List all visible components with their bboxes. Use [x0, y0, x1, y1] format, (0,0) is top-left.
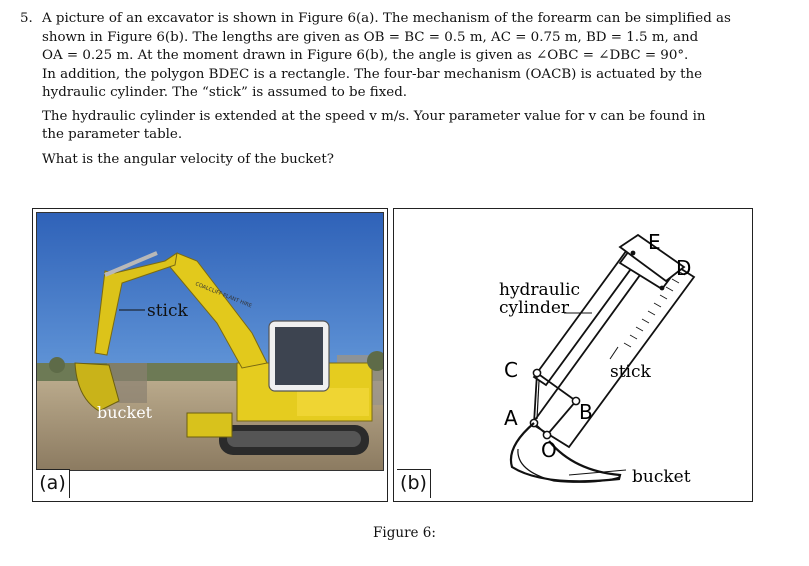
excavator-photo — [36, 212, 384, 471]
link-ca — [534, 373, 537, 423]
figure-a — [32, 208, 388, 502]
bucket-label: bucket — [97, 403, 153, 422]
label-e: E — [648, 230, 661, 254]
problem-line-3: OA = 0.25 m. At the moment drawn in Figure 6(b), the angle is given as ∠OBC = ∠DBC = 90°. — [42, 48, 689, 63]
excavator-illustration — [37, 213, 383, 470]
boom-text: COALCLIFF PLANT HIRE — [194, 281, 253, 310]
point-d-dot — [660, 286, 665, 291]
figure-b-label: (b) — [397, 469, 431, 498]
label-a: A — [504, 406, 518, 430]
problem-number: 5. — [20, 11, 33, 26]
figure-caption: Figure 6: — [373, 525, 436, 541]
hydraulic-label-1: hydraulic — [499, 280, 581, 300]
param-line-2: the parameter table. — [42, 127, 183, 142]
problem-line-5: hydraulic cylinder. The “stick” is assumed to be fixed. — [42, 85, 408, 100]
stick-label-b: stick — [610, 362, 651, 382]
point-e-dot — [631, 251, 636, 256]
label-d: D — [676, 256, 692, 280]
mechanism-diagram — [394, 209, 749, 498]
bucket-label-b: bucket — [632, 467, 691, 487]
joint-c — [533, 369, 540, 376]
label-c: C — [504, 358, 518, 382]
stick-label: stick — [147, 301, 188, 321]
label-o: O — [541, 438, 557, 462]
figure-a-label: (a) — [36, 469, 70, 498]
figure-b — [393, 208, 753, 502]
label-b: B — [579, 400, 593, 424]
problem-statement — [20, 10, 790, 169]
param-line-1: The hydraulic cylinder is extended at the speed v m/s. Your parameter value for v can be found in — [42, 108, 706, 124]
problem-line-2: shown in Figure 6(b). The lengths are given as OB = BC = 0.5 m, AC = 0.75 m, BD = 1.5 m, and — [42, 29, 699, 45]
blade — [187, 413, 232, 437]
problem-line-1: 5. A picture of an excavator is shown in Figure 6(a). The mechanism of the forearm can be simplified as — [20, 10, 790, 29]
problem-line-4: In addition, the polygon BDEC is a rectangle. The four-bar mechanism (OACB) is actuated by the — [42, 66, 702, 82]
hydraulic-label-2: cylinder — [499, 298, 570, 318]
question-text: What is the angular velocity of the bucket? — [42, 151, 334, 167]
